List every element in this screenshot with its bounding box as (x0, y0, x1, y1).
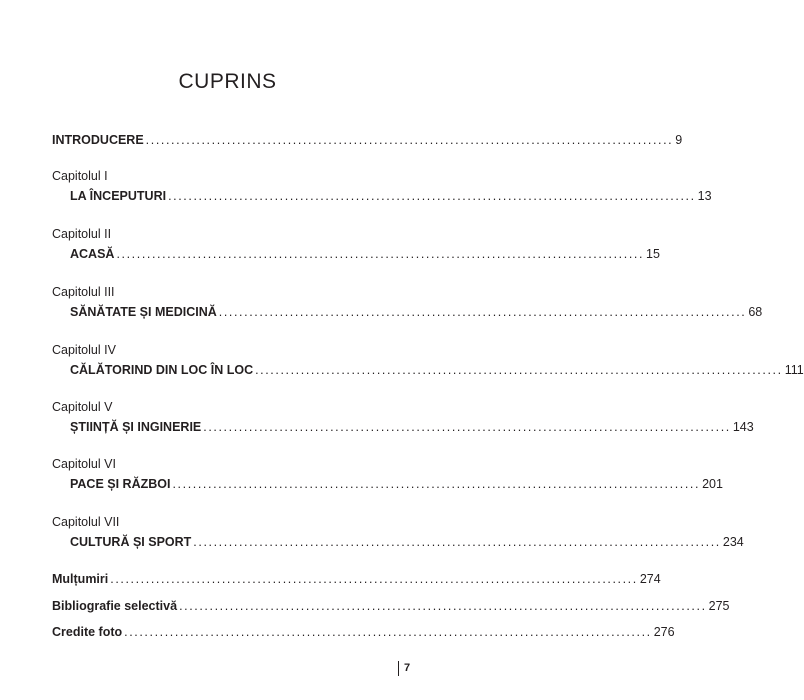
chapter-label: Capitolul VI (52, 457, 116, 471)
dot-leader: ........................................................................................................ (218, 305, 747, 319)
chapter-label: Capitolul II (52, 227, 112, 241)
toc-entry-credite-foto[interactable] (52, 623, 675, 641)
entry-label: SĂNĂTATE ȘI MEDICINĂ (70, 305, 217, 319)
chapter-label: Capitolul IV (52, 343, 116, 357)
entry-page: 9 (675, 133, 683, 147)
entry-page: 68 (748, 305, 763, 319)
chapter-label: Capitolul III (52, 285, 115, 299)
dot-leader: ........................................................................................................ (124, 625, 652, 639)
page-number: 7 (404, 662, 411, 674)
toc-entry-stiinta[interactable] (70, 418, 754, 436)
chapter-label: Capitolul VII (52, 515, 120, 529)
dot-leader: ........................................................................................................ (172, 477, 701, 491)
toc-entry-pace[interactable] (70, 475, 723, 493)
entry-label: ACASĂ (70, 247, 115, 261)
entry-page: 111 (784, 363, 804, 377)
entry-page: 276 (653, 625, 675, 639)
entry-page: 275 (708, 599, 730, 613)
toc-entry-introducere[interactable] (52, 131, 683, 149)
dot-leader: ........................................................................................................ (203, 420, 731, 434)
entry-label: CĂLĂTORIND DIN LOC ÎN LOC (70, 363, 254, 377)
entry-page: 143 (732, 420, 754, 434)
page-title: CUPRINS (178, 70, 277, 93)
entry-label: CULTURĂ ȘI SPORT (70, 535, 192, 549)
entry-page: 274 (639, 572, 661, 586)
entry-label: ȘTIINȚĂ ȘI INGINERIE (70, 420, 202, 434)
dot-leader: ........................................................................................................ (145, 133, 674, 147)
chapter-label: Capitolul V (52, 400, 113, 414)
entry-page: 13 (697, 189, 712, 203)
chapter-label: Capitolul I (52, 169, 108, 183)
entry-page: 15 (646, 247, 660, 261)
entry-page: 201 (702, 477, 723, 491)
toc-entry-multumiri[interactable] (52, 570, 661, 588)
dot-leader: ........................................................................................................ (116, 247, 645, 261)
toc-entry-sanatate[interactable] (70, 303, 763, 321)
toc-entry-bibliografie[interactable] (52, 597, 730, 615)
dot-leader: ........................................................................................................ (110, 572, 638, 586)
dot-leader: ........................................................................................................ (255, 363, 783, 377)
entry-page: 234 (722, 535, 744, 549)
entry-label: Bibliografie selectivă (52, 599, 178, 613)
folio-divider (398, 661, 399, 676)
entry-label: PACE ȘI RĂZBOI (70, 477, 171, 491)
toc-entry-acasa[interactable] (70, 245, 660, 263)
toc-entry-la-inceputuri[interactable] (70, 187, 712, 205)
toc-entry-calatorind[interactable] (70, 361, 804, 379)
entry-label: INTRODUCERE (52, 133, 144, 147)
dot-leader: ........................................................................................................ (168, 189, 696, 203)
dot-leader: ........................................................................................................ (179, 599, 707, 613)
dot-leader: ........................................................................................................ (193, 535, 721, 549)
entry-label: Mulțumiri (52, 572, 109, 586)
entry-label: LA ÎNCEPUTURI (70, 189, 167, 203)
entry-label: Credite foto (52, 625, 123, 639)
toc-entry-cultura[interactable] (70, 533, 744, 551)
